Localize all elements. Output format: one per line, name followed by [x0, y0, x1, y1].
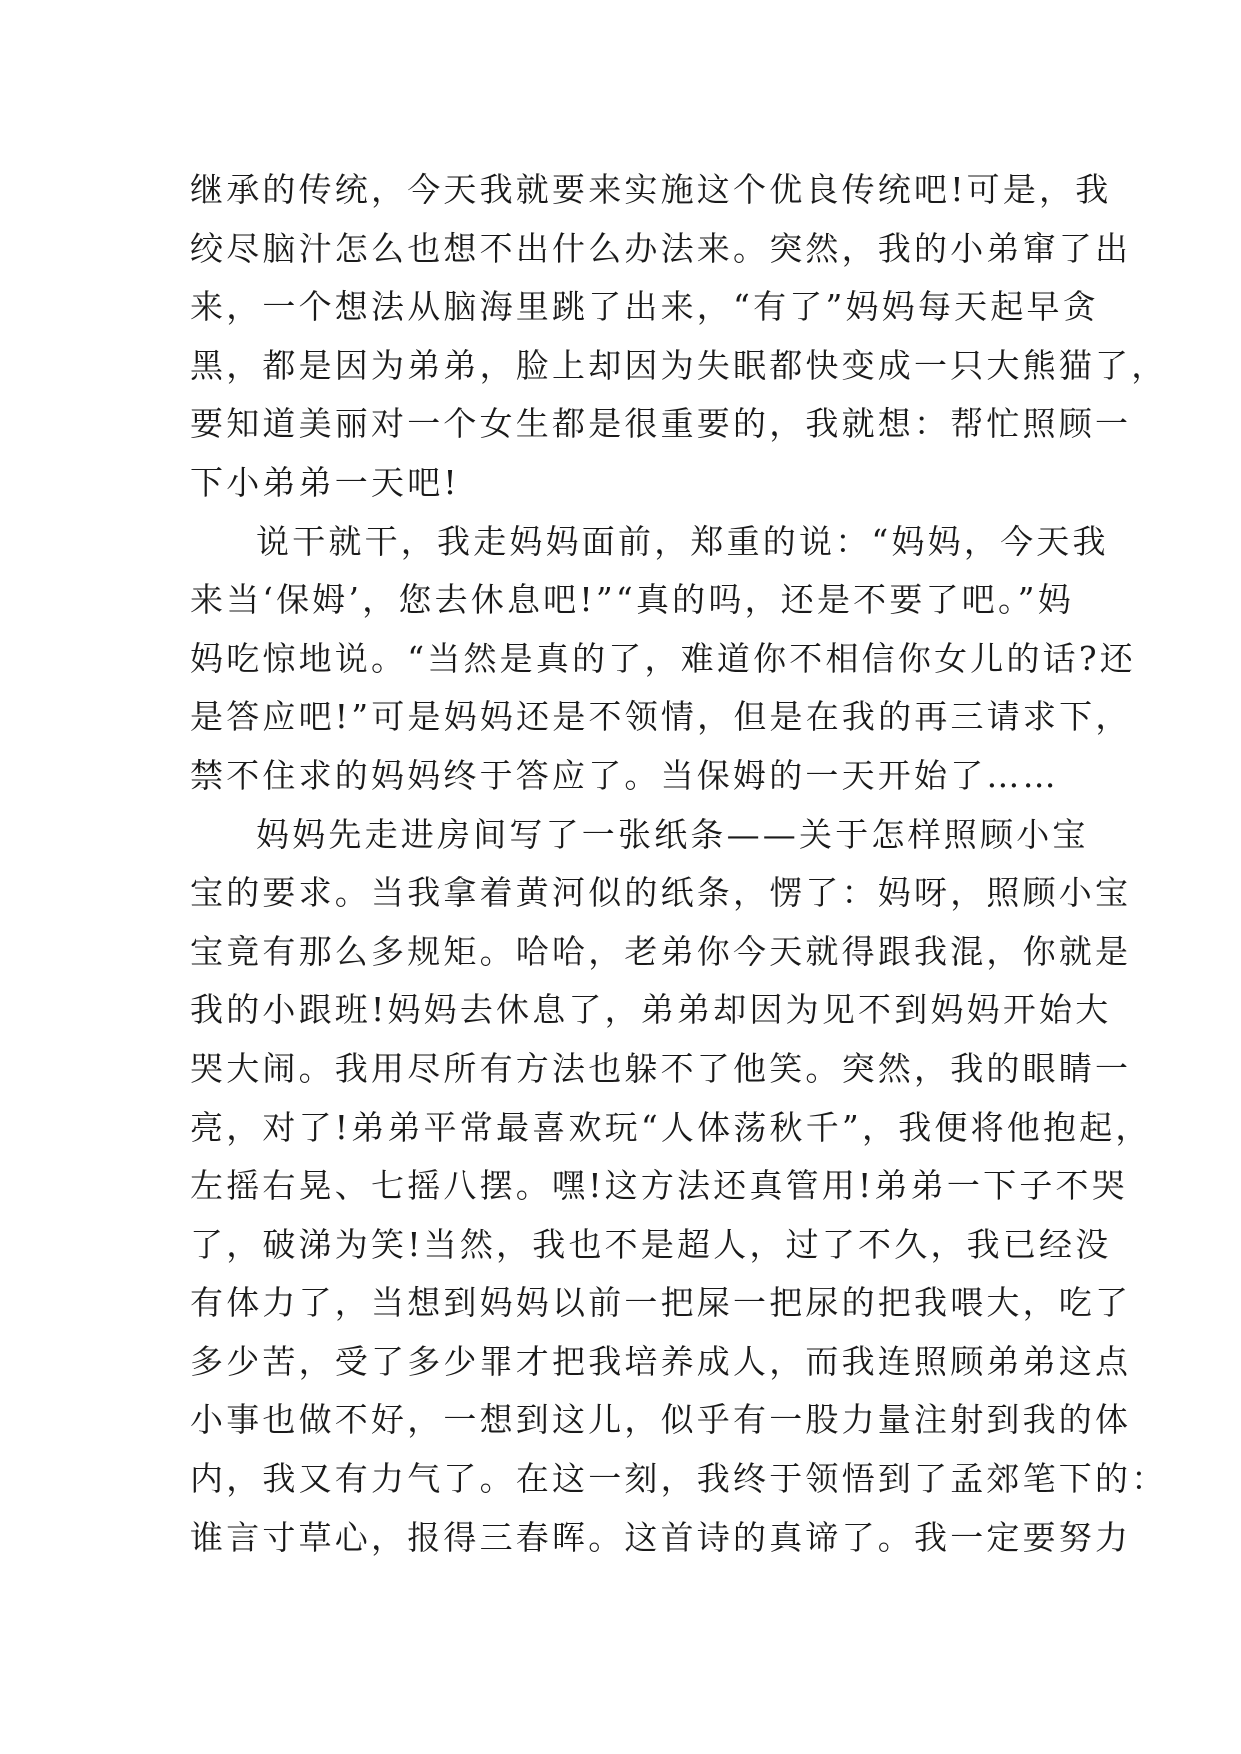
text-line: 是答应吧!”可是妈妈还是不领情，但是在我的再三请求下， [190, 697, 1132, 737]
text-line: 谁言寸草心，报得三春晖。这首诗的真谛了。我一定要努力 [190, 1517, 1132, 1557]
paragraph-first-line: 说干就干，我走妈妈面前，郑重的说：“妈妈，今天我 [256, 521, 1109, 561]
text-line: 了，破涕为笑!当然，我也不是超人，过了不久，我已经没 [190, 1224, 1112, 1264]
text-line: 宝的要求。当我拿着黄河似的纸条，愣了：妈呀，照顾小宝 [190, 873, 1132, 913]
text-line: 妈吃惊地说。“当然是真的了，难道你不相信你女儿的话?还 [190, 638, 1136, 678]
text-line: 禁不住求的妈妈终于答应了。当保姆的一天开始了…… [190, 755, 1059, 795]
text-line: 多少苦，受了多少罪才把我培养成人，而我连照顾弟弟这点 [190, 1341, 1132, 1381]
text-line: 宝竟有那么多规矩。哈哈，老弟你今天就得跟我混，你就是 [190, 931, 1132, 971]
text-line: 来，一个想法从脑海里跳了出来，“有了”妈妈每天起早贪 [190, 287, 1099, 327]
document-body [190, 161, 1168, 1567]
text-line: 黑，都是因为弟弟，脸上却因为失眠都快变成一只大熊猫了， [190, 345, 1168, 385]
text-line: 我的小跟班!妈妈去休息了，弟弟却因为见不到妈妈开始大 [190, 990, 1112, 1030]
text-line: 要知道美丽对一个女生都是很重要的，我就想：帮忙照顾一 [190, 404, 1132, 444]
text-line: 绞尽脑汁怎么也想不出什么办法来。突然，我的小弟窜了出 [190, 228, 1132, 268]
paragraph-first-line: 妈妈先走进房间写了一张纸条——关于怎样照顾小宝 [256, 814, 1089, 854]
text-line: 内，我又有力气了。在这一刻，我终于领悟到了孟郊笔下的： [190, 1459, 1168, 1499]
text-line: 小事也做不好，一想到这儿，似乎有一股力量注射到我的体 [190, 1400, 1132, 1440]
text-line: 亮，对了!弟弟平常最喜欢玩“人体荡秋千”，我便将他抱起， [190, 1107, 1152, 1147]
text-line: 继承的传统，今天我就要来实施这个优良传统吧!可是，我 [190, 170, 1112, 209]
text-line: 哭大闹。我用尽所有方法也躲不了他笑。突然，我的眼睛一 [190, 1048, 1132, 1088]
text-line: 左摇右晃、七摇八摆。嘿!这方法还真管用!弟弟一下子不哭 [190, 1166, 1128, 1206]
text-line: 下小弟弟一天吧! [190, 462, 460, 502]
text-line: 有体力了，当想到妈妈以前一把屎一把尿的把我喂大，吃了 [190, 1283, 1132, 1323]
text-line: 来当‘保姆’，您去休息吧!”“真的吗，还是不要了吧。”妈 [190, 580, 1074, 620]
